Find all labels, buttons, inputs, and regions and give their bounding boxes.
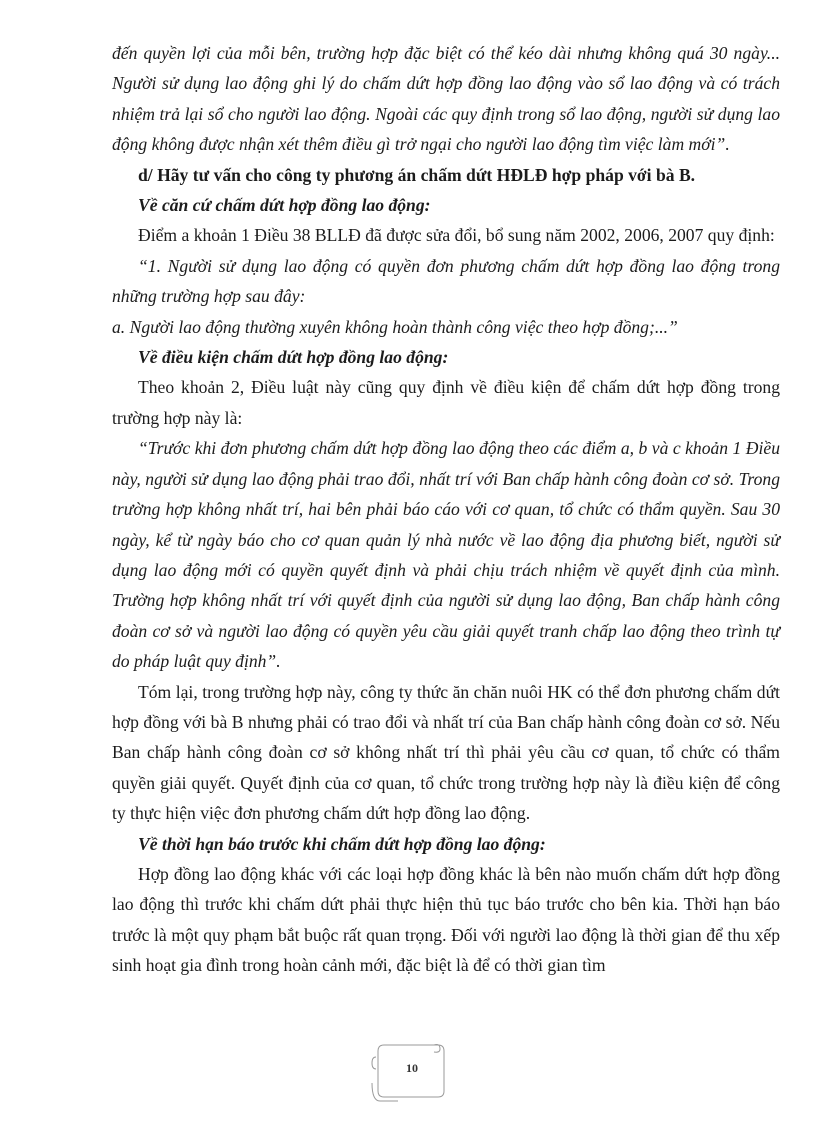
quote-paragraph: a. Người lao động thường xuyên không hoàn thành công việc theo hợp đồng;...”: [112, 316, 678, 337]
subheading-notice-period: Về thời hạn báo trước khi chấm dứt hợp đồng lao động:: [138, 833, 546, 854]
body-paragraph: Điểm a khoản 1 Điều 38 BLLĐ đã được sửa đổi, bổ sung năm 2002, 2006, 2007 quy định:: [138, 225, 775, 246]
body-paragraph: Hợp đồng lao động khác với các loại hợp đồng khác là bên nào muốn chấm dứt hợp đồng lao động thì trước khi chấm dứt phải thực hiện thủ tục báo trước cho bên kia. Thời hạn báo trước là một quy phạm bắt buộc rất quan trọng. Đối với người lao động là thời gian để thu xếp sinh hoạt gia đình trong hoàn cảnh mới, đặc biệt là để có thời gian tìm: [112, 863, 780, 976]
quote-continuation: đến quyền lợi của mỗi bên, trường hợp đặc biệt có thể kéo dài nhưng không quá 30 ngày... Người sử dụng lao động ghi lý do chấm dứt hợp đồng lao động vào sổ lao động và có trách nhiệm trả lại sổ cho người lao động. Ngoài các quy định trong sổ lao động, người sử dụng lao động không được nhận xét thêm điều gì trở ngại cho người lao động tìm việc làm mới”.: [112, 43, 780, 155]
document-body: [112, 38, 780, 981]
page-number: 10: [406, 1061, 418, 1075]
quote-paragraph: “Trước khi đơn phương chấm dứt hợp đồng lao động theo các điểm a, b và c khoản 1 Điều này, người sử dụng lao động phải trao đổi, nhất trí với Ban chấp hành công đoàn cơ sở. Trong trường hợp không nhất trí, hai bên phải báo cáo với cơ quan, tổ chức có thẩm quyền. Sau 30 ngày, kể từ ngày báo cho cơ quan quản lý nhà nước về lao động địa phương biết, người sử dụng lao động mới có quyền quyết định và phải chịu trách nhiệm về quyết định của mình. Trường hợp không nhất trí với quyết định của người sử dụng lao động, Ban chấp hành công đoàn cơ sở và người lao động có quyền yêu cầu giải quyết tranh chấp lao động theo trình tự do pháp luật quy định”.: [112, 438, 780, 672]
subheading-legal-basis: Về căn cứ chấm dứt hợp đồng lao động:: [138, 195, 431, 216]
body-paragraph: Theo khoản 2, Điều luật này cũng quy định về điều kiện để chấm dứt hợp đồng trong trường hợp này là:: [112, 377, 780, 428]
body-paragraph: Tóm lại, trong trường hợp này, công ty thức ăn chăn nuôi HK có thể đơn phương chấm dứt hợp đồng với bà B nhưng phải có trao đổi và nhất trí của Ban chấp hành công đoàn cơ sở. Nếu Ban chấp hành công đoàn cơ sở không nhất trí thì phải yêu cầu cơ quan, tổ chức có thẩm quyền giải quyết. Quyết định của cơ quan, tổ chức trong trường hợp này là điều kiện để công ty thực hiện việc đơn phương chấm dứt hợp đồng lao động.: [112, 681, 780, 824]
quote-paragraph: “1. Người sử dụng lao động có quyền đơn phương chấm dứt hợp đồng lao động trong những trường hợp sau đây:: [112, 255, 780, 307]
page-footer: [368, 1043, 448, 1103]
section-heading-d: d/ Hãy tư vấn cho công ty phương án chấm dứt HĐLĐ hợp pháp với bà B.: [138, 164, 696, 185]
subheading-conditions: Về điều kiện chấm dứt hợp đồng lao động:: [138, 347, 449, 368]
